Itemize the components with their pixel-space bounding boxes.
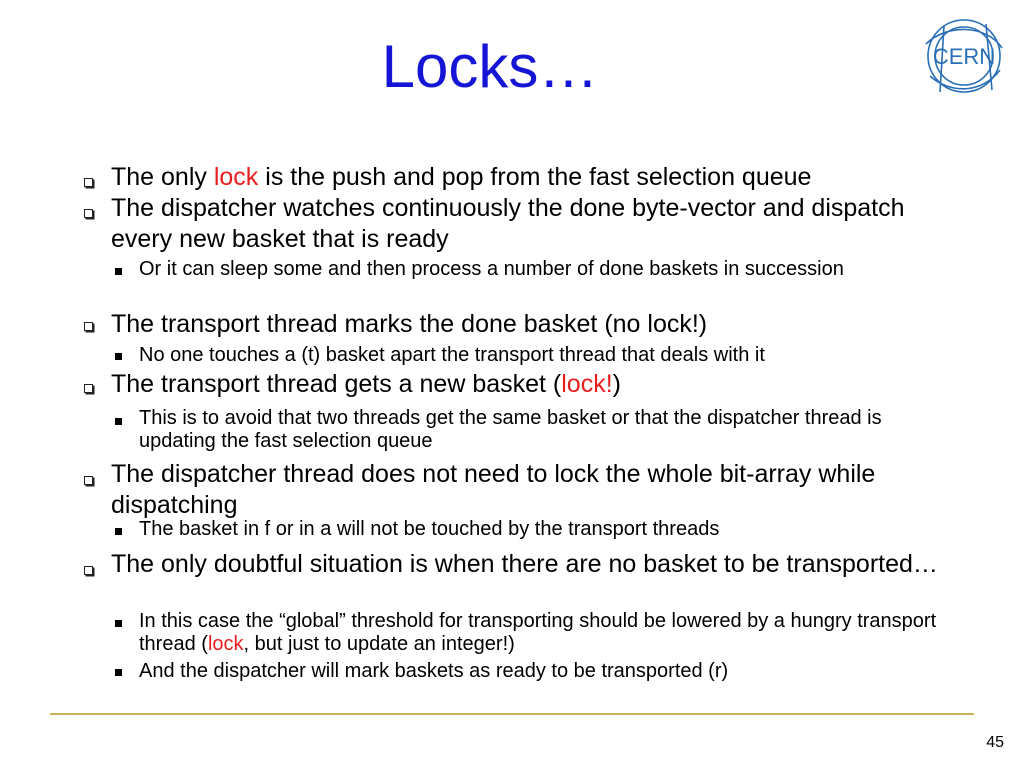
- highlight-lock: lock: [207, 633, 244, 655]
- bullet-marker-icon: [84, 178, 93, 187]
- sub-bullet-marker-icon: [115, 418, 122, 425]
- bullet-item: [111, 162, 961, 193]
- sub-bullet-item: [139, 610, 959, 656]
- bullet-marker-icon: [84, 209, 93, 218]
- bullet-item: The dispatcher watches continuously the done byte-vector and dispatch every new basket that is ready: [111, 194, 905, 253]
- bullet-marker-icon: [84, 322, 93, 331]
- bullet-text: The transport thread gets a new basket (: [111, 370, 562, 398]
- sub-bullet-item: This is to avoid that two threads get the same basket or that the dispatcher thread is updating the fast selection queue: [139, 407, 882, 452]
- sub-bullet-marker-icon: [115, 268, 122, 275]
- bullet-text: The only: [111, 163, 214, 191]
- sub-bullet-item: The basket in f or in a will not be touched by the transport threads: [139, 518, 720, 540]
- sub-bullet-text: , but just to update an integer!): [243, 633, 515, 655]
- bullet-item: The transport thread marks the done basket (no lock!): [111, 310, 708, 338]
- bullet-item: The only doubtful situation is when there are no basket to be transported…: [111, 550, 938, 578]
- sub-bullet-marker-icon: [115, 528, 122, 535]
- sub-bullet-item: And the dispatcher will mark baskets as ready to be transported (r): [139, 660, 729, 682]
- bullet-text: is the push and pop from the fast selection queue: [258, 163, 812, 191]
- bullet-text: ): [612, 370, 621, 398]
- highlight-lock: lock!: [561, 370, 613, 398]
- sub-bullet-marker-icon: [115, 620, 122, 627]
- sub-bullet-item: No one touches a (t) basket apart the transport thread that deals with it: [139, 344, 765, 366]
- sub-bullet-item: Or it can sleep some and then process a number of done baskets in succession: [139, 258, 844, 280]
- bullet-marker-icon: [84, 566, 93, 575]
- bullet-marker-icon: [84, 476, 93, 485]
- bullet-marker-icon: [84, 384, 93, 393]
- bullet-item: [111, 369, 961, 400]
- highlight-lock: lock: [213, 163, 259, 191]
- logo-text: CERN: [932, 44, 996, 69]
- slide-title: Locks…: [381, 33, 599, 100]
- bullet-item: The dispatcher thread does not need to lock the whole bit-array while dispatching: [111, 460, 876, 519]
- page-number: 45: [986, 734, 1004, 751]
- sub-bullet-marker-icon: [115, 353, 122, 360]
- footer-divider: [50, 713, 974, 715]
- sub-bullet-marker-icon: [115, 669, 122, 676]
- sub-bullet-text: In this case the “global” threshold for transporting should be lowered by a hungry transport thread (: [139, 610, 937, 655]
